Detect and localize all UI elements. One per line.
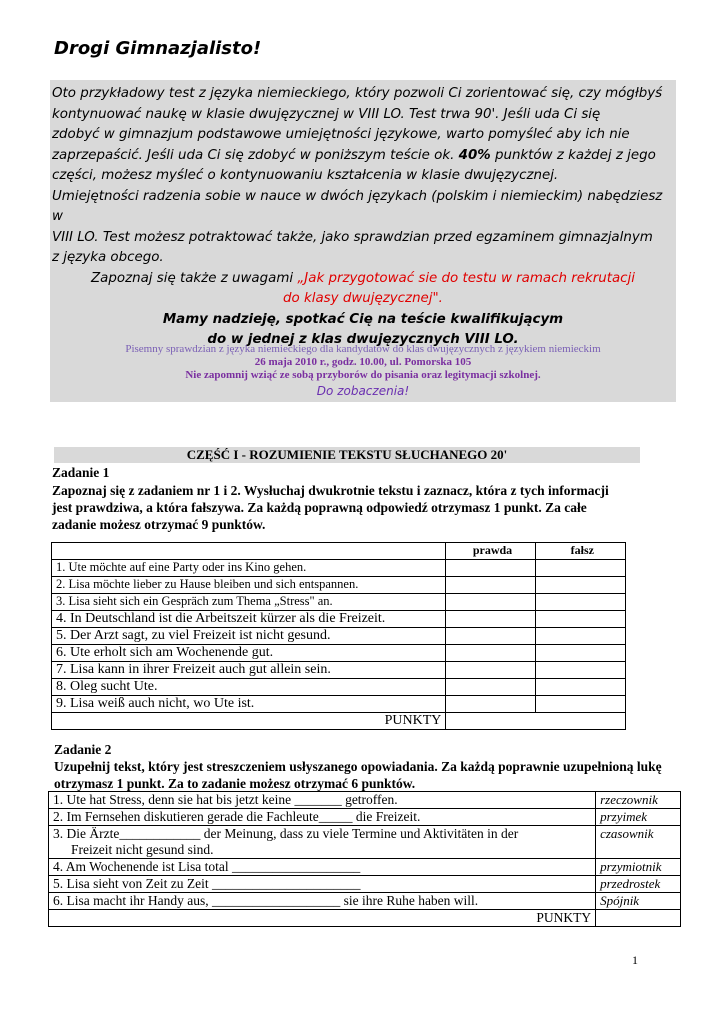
answer-cell[interactable] xyxy=(535,696,625,713)
table-row: 4. Am Wochenende ist Lisa total ___________________ przymiotnik xyxy=(49,859,681,876)
points-label: PUNKTY xyxy=(49,910,596,927)
table-row: 6. Lisa macht ihr Handy aus, ___________________ sie ihre Ruhe haben will. Spójnik xyxy=(49,893,681,910)
answer-cell[interactable] xyxy=(535,611,625,628)
hint: czasownik xyxy=(596,826,681,859)
task1-table xyxy=(51,542,626,730)
intro-text xyxy=(52,84,674,351)
column-falsz: fałsz xyxy=(535,543,625,560)
task1-instructions: Zapoznaj się z zadaniem nr 1 i 2. Wysłuchaj dwukrotnie tekstu i zaznacz, która z tych informacji jest prawdziwa, a która fałszywa. Za każdą poprawną odpowiedź otrzymasz 1 punkt. Za całe zadanie możesz otrzymać 9 punktów. xyxy=(52,483,609,532)
points-row xyxy=(52,713,626,730)
answer-cell[interactable] xyxy=(446,696,535,713)
points-row xyxy=(49,910,681,927)
intro-line: Oto przykładowy test z języka niemieckiego, który pozwoli Ci zorientować się, czy mógłbyś xyxy=(52,86,663,101)
table-row: 1. Ute hat Stress, denn sie hat bis jetzt keine _______ getroffen. rzeczownik xyxy=(49,792,681,809)
points-label: PUNKTY xyxy=(52,713,446,730)
notice-reminder: Nie zapomnij wziąć ze sobą przyborów do pisania oraz legitymacji szkolnej. xyxy=(185,369,541,381)
notice-farewell: Do zobaczenia! xyxy=(316,384,410,398)
intro-line: zdobyć w gimnazjum podstawowe umiejętności językowe, warto pomyśleć aby ich nie xyxy=(52,127,630,142)
answer-cell[interactable] xyxy=(535,645,625,662)
table-row: 9. Lisa weiß auch nicht, wo Ute ist. xyxy=(52,696,626,713)
table-row: 2. Lisa möchte lieber zu Hause bleiben und sich entspannen. xyxy=(52,577,626,594)
task2-instructions: Uzupełnij tekst, który jest streszczeniem usłyszanego opowiadania. Za każdą poprawnie uzupełnioną lukę otrzymasz 1 punkt. Za to zadanie możesz otrzymać 6 punktów. xyxy=(54,759,662,791)
answer-cell[interactable] xyxy=(446,662,535,679)
task1-heading: Zadanie 1 xyxy=(52,465,110,480)
answer-cell[interactable] xyxy=(446,611,535,628)
points-cell[interactable] xyxy=(596,910,681,927)
answer-cell[interactable] xyxy=(446,560,535,577)
answer-cell[interactable] xyxy=(446,628,535,645)
table-row: 3. Die Ärzte____________ der Meinung, dass zu viele Termine und Aktivitäten in der Freizeit nicht gesund sind. czasownik xyxy=(49,826,681,859)
column-prawda: prawda xyxy=(446,543,535,560)
intro-line: VIII LO. Test możesz potraktować także, jako sprawdzian przed egzaminem gimnazjalnym xyxy=(52,229,653,245)
section-heading: CZĘŚĆ I - ROZUMIENIE TEKSTU SŁUCHANEGO 20' xyxy=(54,447,640,463)
table-row: 6. Ute erholt sich am Wochenende gut. xyxy=(52,645,626,662)
table-row: 3. Lisa sieht sich ein Gespräch zum Thema „Stress" an. xyxy=(52,594,626,611)
answer-cell[interactable] xyxy=(446,645,535,662)
intro-line: Mamy nadzieję, spotkać Cię na teście kwalifikującym xyxy=(162,311,564,327)
page-number: 1 xyxy=(632,953,638,967)
answer-cell[interactable] xyxy=(535,628,625,645)
notice-date: 26 maja 2010 r., godz. 10.00, ul. Pomorska 105 xyxy=(254,356,472,368)
intro-line: Umiejętności radzenia sobie w nauce w dwóch językach (polskim i niemieckim) nabędziesz w xyxy=(52,188,663,224)
hint: przymiotnik xyxy=(596,859,681,876)
intro-line: do w jednej z klas dwujęzycznych VIII LO. xyxy=(207,332,519,347)
table-row: 7. Lisa kann in ihrer Freizeit auch gut allein sein. xyxy=(52,662,626,679)
table-row: 8. Oleg sucht Ute. xyxy=(52,679,626,696)
answer-cell[interactable] xyxy=(535,662,625,679)
page-title: Drogi Gimnazjalisto! xyxy=(54,38,262,59)
hint: przyimek xyxy=(596,809,681,826)
intro-line: części, możesz myśleć o kontynuowaniu kształcenia w klasie dwujęzycznej. xyxy=(52,168,559,183)
table-row: 2. Im Fernsehen diskutieren gerade die Fachleute_____ die Freizeit. przyimek xyxy=(49,809,681,826)
answer-cell[interactable] xyxy=(446,679,535,696)
answer-cell[interactable] xyxy=(535,577,625,594)
task2-heading: Zadanie 2 xyxy=(54,742,112,757)
answer-cell[interactable] xyxy=(446,577,535,594)
intro-line: kontynuować naukę w klasie dwujęzycznej w VIII LO. Test trwa 90'. Jeśli uda Ci się xyxy=(52,106,601,122)
intro-line: Zapoznaj się także z uwagami „Jak przygotować sie do testu w ramach rekrutacji xyxy=(91,270,635,286)
table-header-row xyxy=(52,543,626,560)
points-cell[interactable] xyxy=(446,713,626,730)
answer-cell[interactable] xyxy=(535,594,625,611)
percent-value: 40% xyxy=(458,147,491,163)
task2-table xyxy=(48,791,681,927)
intro-line[interactable]: do klasy dwujęzycznej". xyxy=(283,291,443,306)
answer-cell[interactable] xyxy=(535,679,625,696)
table-row: 1. Ute möchte auf eine Party oder ins Kino gehen. xyxy=(52,560,626,577)
hint: rzeczownik xyxy=(596,792,681,809)
answer-cell[interactable] xyxy=(446,594,535,611)
table-row: 4. In Deutschland ist die Arbeitszeit kürzer als die Freizeit. xyxy=(52,611,626,628)
hint: przedrostek xyxy=(596,876,681,893)
table-row: 5. Lisa sieht von Zeit zu Zeit ______________________ przedrostek xyxy=(49,876,681,893)
notice-line: Pisemny sprawdzian z języka niemieckiego dla kandydatów do klas dwujęzycznych z językiem niemieckim xyxy=(125,343,601,355)
guide-link[interactable]: „Jak przygotować sie do testu w ramach rekrutacji xyxy=(297,270,635,286)
hint: Spójnik xyxy=(596,893,681,910)
answer-cell[interactable] xyxy=(535,560,625,577)
table-row: 5. Der Arzt sagt, zu viel Freizeit ist nicht gesund. xyxy=(52,628,626,645)
intro-line: z języka obcego. xyxy=(52,250,164,265)
intro-line: zaprzepaścić. Jeśli uda Ci się zdobyć w poniższym teście ok. 40% punktów z każdej z jego xyxy=(52,147,656,163)
